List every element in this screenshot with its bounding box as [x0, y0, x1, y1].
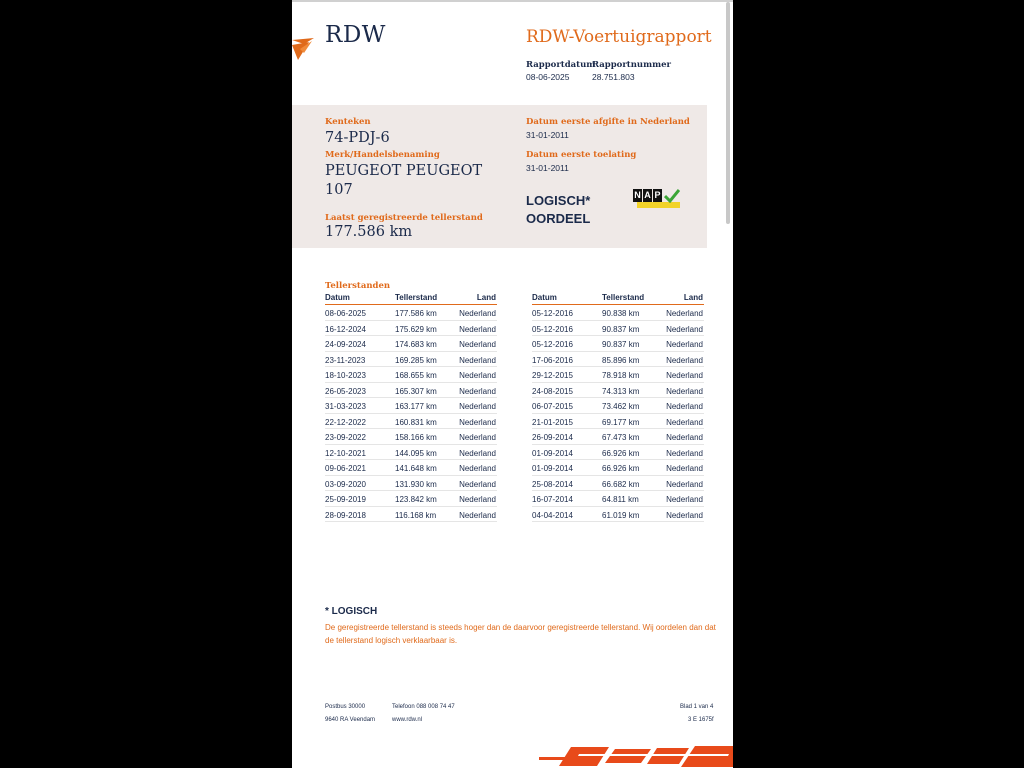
rapportnummer-label: Rapportnummer — [592, 60, 671, 70]
cell-land: Nederland — [459, 479, 496, 489]
cell-tellerstand: 160.831 km — [395, 417, 437, 427]
afgifte-label: Datum eerste afgifte in Nederland — [526, 117, 690, 127]
footer-code: 3 E 1675f — [688, 717, 714, 723]
tellerstand-label: Laatst geregistreerde tellerstand — [325, 213, 483, 223]
nap-letter: A — [644, 190, 651, 200]
table-row — [325, 476, 497, 492]
toelating-label: Datum eerste toelating — [526, 150, 637, 160]
rapportdatum-label: Rapportdatum — [526, 60, 596, 70]
table-row — [532, 507, 704, 523]
kenteken-value: 74-PDJ-6 — [325, 130, 390, 146]
cell-land: Nederland — [459, 495, 496, 504]
cell-datum: 17-06-2016 — [532, 355, 573, 365]
cell-datum: 04-04-2014 — [532, 510, 573, 520]
table-row — [532, 321, 704, 337]
tellerstanden-table-right — [532, 293, 704, 522]
cell-land: Nederland — [459, 510, 496, 520]
cell-land: Nederland — [666, 495, 703, 504]
cell-datum: 01-09-2014 — [532, 464, 573, 473]
cell-land: Nederland — [459, 386, 496, 396]
table-row — [325, 445, 497, 461]
table-row — [325, 460, 497, 476]
cell-tellerstand: 123.842 km — [395, 495, 437, 504]
table-row — [325, 491, 497, 507]
cell-datum: 01-09-2014 — [532, 448, 573, 458]
note-text: De geregistreerde tellerstand is steeds hoger dan de daarvoor geregistreerde tellerstand. Wij oordelen dan dat de tellerstand logisch verklaarbaar is. — [325, 623, 716, 645]
cell-datum: 26-09-2014 — [532, 433, 573, 442]
cell-land: Nederland — [666, 324, 703, 334]
table-row — [325, 429, 497, 445]
cell-tellerstand: 69.177 km — [602, 417, 640, 427]
cell-tellerstand: 66.926 km — [602, 448, 640, 458]
cell-tellerstand: 174.683 km — [395, 340, 437, 349]
cell-land: Nederland — [666, 479, 703, 489]
header-land: Land — [476, 293, 496, 302]
nap-letter: P — [654, 190, 661, 200]
cell-land: Nederland — [459, 402, 496, 411]
cell-land: Nederland — [459, 448, 496, 458]
cell-datum: 18-10-2023 — [325, 371, 366, 380]
cell-datum: 23-11-2023 — [325, 355, 366, 365]
cell-datum: 08-06-2025 — [325, 309, 366, 318]
cell-tellerstand: 131.930 km — [395, 479, 437, 489]
cell-land: Nederland — [666, 510, 703, 520]
footer-telefoon: Telefoon 088 008 74 47 — [392, 704, 455, 710]
table-row — [532, 460, 704, 476]
cell-tellerstand: 90.837 km — [602, 324, 640, 334]
cell-land: Nederland — [666, 464, 703, 473]
table-row — [325, 507, 497, 523]
cell-tellerstand: 141.648 km — [395, 464, 437, 473]
cell-land: Nederland — [459, 464, 496, 473]
table-row — [532, 352, 704, 368]
cell-tellerstand: 90.837 km — [602, 340, 640, 349]
rdw-logo-icon — [292, 36, 316, 60]
cell-tellerstand: 168.655 km — [395, 371, 437, 380]
table-row — [532, 476, 704, 492]
cell-datum: 23-09-2022 — [325, 433, 366, 442]
cell-land: Nederland — [666, 402, 703, 411]
oordeel-line2: OORDEEL — [526, 211, 591, 226]
tellerstanden-table-left — [325, 293, 497, 522]
cell-land: Nederland — [666, 417, 703, 427]
cell-datum: 12-10-2021 — [325, 448, 366, 458]
table-row — [532, 414, 704, 430]
merk-value-line2: 107 — [325, 182, 353, 198]
tellerstand-value: 177.586 km — [325, 224, 413, 240]
report-title: RDW-Voertuigrapport — [526, 27, 712, 47]
cell-datum: 06-07-2015 — [532, 402, 573, 411]
cell-land: Nederland — [459, 371, 496, 380]
cell-datum: 25-08-2014 — [532, 479, 573, 489]
report-page — [292, 0, 733, 768]
cell-tellerstand: 177.586 km — [395, 309, 437, 318]
rapportnummer-value: 28.751.803 — [592, 72, 635, 82]
cell-datum: 09-06-2021 — [325, 464, 366, 473]
header-land: Land — [683, 293, 703, 302]
cell-land: Nederland — [459, 417, 496, 427]
table-header — [532, 293, 704, 305]
footer-web[interactable]: www.rdw.nl — [392, 717, 423, 723]
kenteken-label: Kenteken — [325, 117, 371, 127]
cell-tellerstand: 61.019 km — [602, 510, 640, 520]
cell-tellerstand: 175.629 km — [395, 324, 437, 334]
table-header — [325, 293, 497, 305]
cell-land: Nederland — [666, 433, 703, 442]
table-row — [532, 429, 704, 445]
cell-tellerstand: 163.177 km — [395, 402, 437, 411]
table-row — [325, 305, 497, 321]
afgifte-value: 31-01-2011 — [526, 130, 569, 140]
scrollbar[interactable] — [726, 2, 730, 224]
cell-tellerstand: 169.285 km — [395, 355, 437, 365]
nap-letters — [633, 189, 663, 202]
oordeel-label — [526, 192, 590, 228]
cell-datum: 29-12-2015 — [532, 371, 573, 380]
cell-land: Nederland — [666, 448, 703, 458]
cell-datum: 05-12-2016 — [532, 309, 573, 318]
cell-tellerstand: 144.095 km — [395, 448, 437, 458]
cell-datum: 05-12-2016 — [532, 324, 573, 334]
cell-datum: 24-08-2015 — [532, 386, 573, 396]
table-row — [532, 336, 704, 352]
table-row — [325, 398, 497, 414]
cell-tellerstand: 78.918 km — [602, 371, 640, 380]
tellerstanden-title: Tellerstanden — [325, 281, 391, 291]
cell-land: Nederland — [666, 386, 703, 396]
cell-datum: 26-05-2023 — [325, 386, 366, 396]
cell-tellerstand: 66.926 km — [602, 464, 640, 473]
cell-tellerstand: 158.166 km — [395, 433, 437, 442]
nap-badge — [633, 189, 680, 209]
nap-letter: N — [634, 190, 641, 200]
cell-datum: 05-12-2016 — [532, 340, 573, 349]
cell-datum: 03-09-2020 — [325, 479, 366, 489]
header-tellerstand: Tellerstand — [602, 293, 645, 302]
oordeel-line1: LOGISCH* — [526, 193, 591, 208]
table-row — [325, 321, 497, 337]
header-datum: Datum — [325, 293, 350, 302]
table-row — [325, 367, 497, 383]
rapportdatum-value: 08-06-2025 — [526, 72, 570, 82]
cell-land: Nederland — [459, 433, 496, 442]
cell-tellerstand: 67.473 km — [602, 433, 640, 442]
brand-name: RDW — [325, 22, 386, 48]
cell-land: Nederland — [459, 324, 496, 334]
cell-tellerstand: 90.838 km — [602, 309, 640, 318]
nap-check-icon — [664, 189, 680, 203]
merk-value-line1: PEUGEOT PEUGEOT — [325, 163, 483, 179]
table-row — [532, 398, 704, 414]
cell-land: Nederland — [666, 340, 703, 349]
merk-label: Merk/Handelsbenaming — [325, 150, 440, 160]
cell-land: Nederland — [459, 340, 496, 349]
cell-tellerstand: 116.168 km — [395, 510, 437, 520]
vehicle-info-box — [292, 105, 707, 248]
footer-postbus: Postbus 30000 — [325, 704, 366, 710]
cell-datum: 25-09-2019 — [325, 495, 366, 504]
cell-tellerstand: 165.307 km — [395, 386, 437, 396]
cell-datum: 16-12-2024 — [325, 324, 366, 334]
header-datum: Datum — [532, 293, 557, 302]
table-row — [532, 367, 704, 383]
cell-datum: 24-09-2024 — [325, 340, 366, 349]
cell-datum: 21-01-2015 — [532, 417, 573, 427]
table-row — [325, 336, 497, 352]
table-row — [325, 414, 497, 430]
cell-tellerstand: 66.682 km — [602, 479, 640, 489]
table-body — [325, 305, 497, 522]
cell-land: Nederland — [459, 355, 496, 365]
top-border — [292, 0, 733, 2]
cell-datum: 16-07-2014 — [532, 495, 573, 504]
note-title: * LOGISCH — [325, 606, 378, 617]
table-row — [325, 383, 497, 399]
table-row — [532, 383, 704, 399]
cell-land: Nederland — [666, 371, 703, 380]
cell-tellerstand: 74.313 km — [602, 386, 640, 396]
header-tellerstand: Tellerstand — [395, 293, 438, 302]
table-row — [532, 445, 704, 461]
cell-datum: 31-03-2023 — [325, 402, 366, 411]
table-row — [532, 305, 704, 321]
cell-tellerstand: 85.896 km — [602, 355, 640, 365]
cell-land: Nederland — [459, 309, 496, 318]
table-row — [325, 352, 497, 368]
cell-datum: 28-09-2018 — [325, 510, 366, 520]
table-body — [532, 305, 704, 522]
footer-plaats: 9640 RA Veendam — [325, 717, 376, 723]
footer-blad: Blad 1 van 4 — [680, 704, 714, 710]
cell-tellerstand: 64.811 km — [602, 495, 639, 504]
table-row — [532, 491, 704, 507]
toelating-value: 31-01-2011 — [526, 163, 569, 173]
rdw-stripes-icon — [539, 745, 733, 768]
cell-land: Nederland — [666, 355, 703, 365]
cell-land: Nederland — [666, 309, 703, 318]
cell-tellerstand: 73.462 km — [602, 402, 640, 411]
cell-datum: 22-12-2022 — [325, 417, 366, 427]
